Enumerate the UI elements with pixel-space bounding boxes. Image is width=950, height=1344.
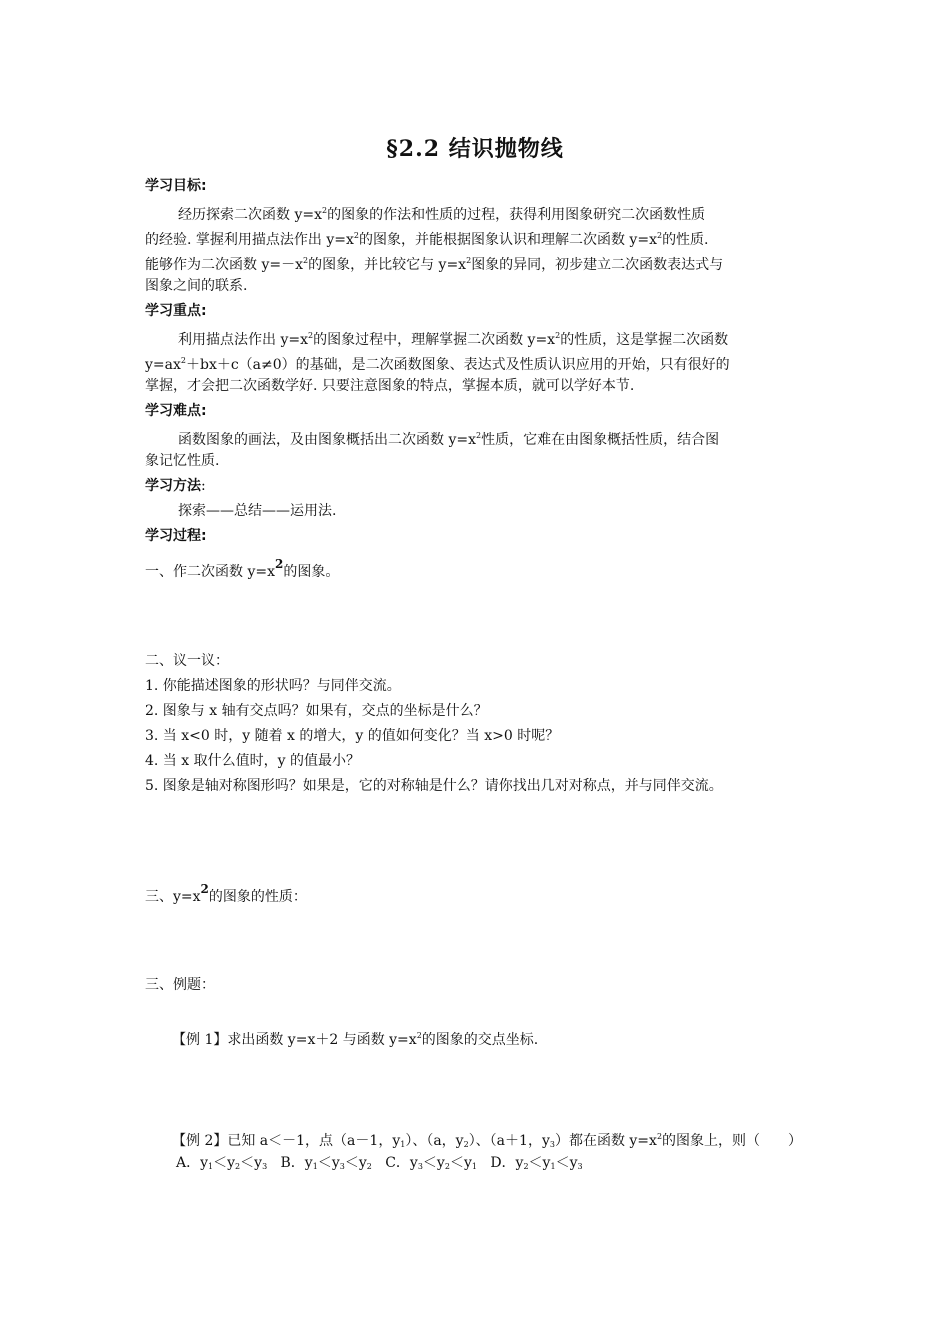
method-line-1: 探索——总结——运用法.: [178, 503, 337, 519]
goals-heading: 学习目标:: [145, 178, 207, 194]
key-line-2: $y=ax^2+bx+c(a\ne 0)$的基础，是二次函数图象、表达式及性质认识应用的开始，只有很好的: [145, 356, 730, 373]
option-c: C．$y_3<y_2<y_1$: [385, 1155, 477, 1171]
discuss-question-2: 2. 图象与 x 轴有交点吗？如果有，交点的坐标是什么？: [145, 703, 488, 719]
option-a: A．$y_1<y_2<y_3$: [176, 1155, 268, 1171]
process-step-1: 一、作二次函数 $y=x^2$的图象。: [145, 557, 340, 580]
difficulty-heading: 学习难点:: [145, 403, 207, 419]
properties-heading: 三、$y=x^2$的图象的性质：: [145, 882, 307, 905]
key-line-3: 掌握，才会把二次函数学好. 只要注意图象的特点，掌握本质，就可以学好本节.: [145, 378, 635, 394]
example-2-options: [176, 1153, 583, 1177]
discuss-question-1: 1. 你能描述图象的形状吗？与同伴交流。: [145, 678, 401, 694]
examples-heading: 三、例题：: [145, 977, 215, 993]
key-heading: 学习重点:: [145, 303, 207, 319]
discuss-question-4: 4. 当 x 取什么值时，y 的值最小？: [145, 753, 360, 769]
key-line-1: 利用描点法作出 $y=x^2$的图象过程中，理解掌握二次函数 $y=x^2$的性质，这是掌握二次函数: [178, 331, 729, 348]
page-title: §2.2 结识抛物线: [386, 136, 564, 162]
goals-line-4: 图象之间的联系.: [145, 278, 248, 294]
goals-line-3: 能够作为二次函数 $y=-x^2$的图象，并比较它与 $y=x^2$图象的异同，初步建立二次函数表达式与: [145, 256, 724, 273]
example-1: 【例 1】求出函数 y=x＋2 与函数 $y=x^2$的图象的交点坐标.: [172, 1031, 539, 1048]
goals-line-1: 经历探索二次函数 $y=x^2$的图象的作法和性质的过程，获得利用图象研究二次函数性质: [178, 206, 706, 223]
discuss-heading: 二、议一议：: [145, 653, 229, 669]
option-b: B．$y_1<y_3<y_2$: [280, 1155, 372, 1171]
difficulty-line-2: 象记忆性质.: [145, 453, 220, 469]
method-heading: 学习方法:: [145, 478, 206, 494]
process-heading: 学习过程:: [145, 528, 207, 544]
discuss-question-5: 5. 图象是轴对称图形吗？如果是，它的对称轴是什么？请你找出几对对称点，并与同伴交流。: [145, 778, 723, 794]
goals-line-2: 的经验. 掌握利用描点法作出 $y=x^2$的图象，并能根据图象认识和理解二次函数 $y=x^2$的性质.: [145, 231, 709, 248]
difficulty-line-1: 函数图象的画法，及由图象概括出二次函数 $y=x^2$性质，它难在由图象概括性质，结合图: [178, 431, 720, 448]
example-2: 【例 2】已知 a＜－1，点（a－1，$y_1$）、（a，$y_2$）、（a＋1，$y_3$）都在函数 $y=x^2$的图象上，则（ ）: [172, 1132, 803, 1149]
discuss-question-3: 3. 当 x<0 时，y 随着 x 的增大，y 的值如何变化？当 x>0 时呢？: [145, 728, 560, 744]
option-d: D．$y_2<y_1<y_3$: [490, 1155, 583, 1171]
